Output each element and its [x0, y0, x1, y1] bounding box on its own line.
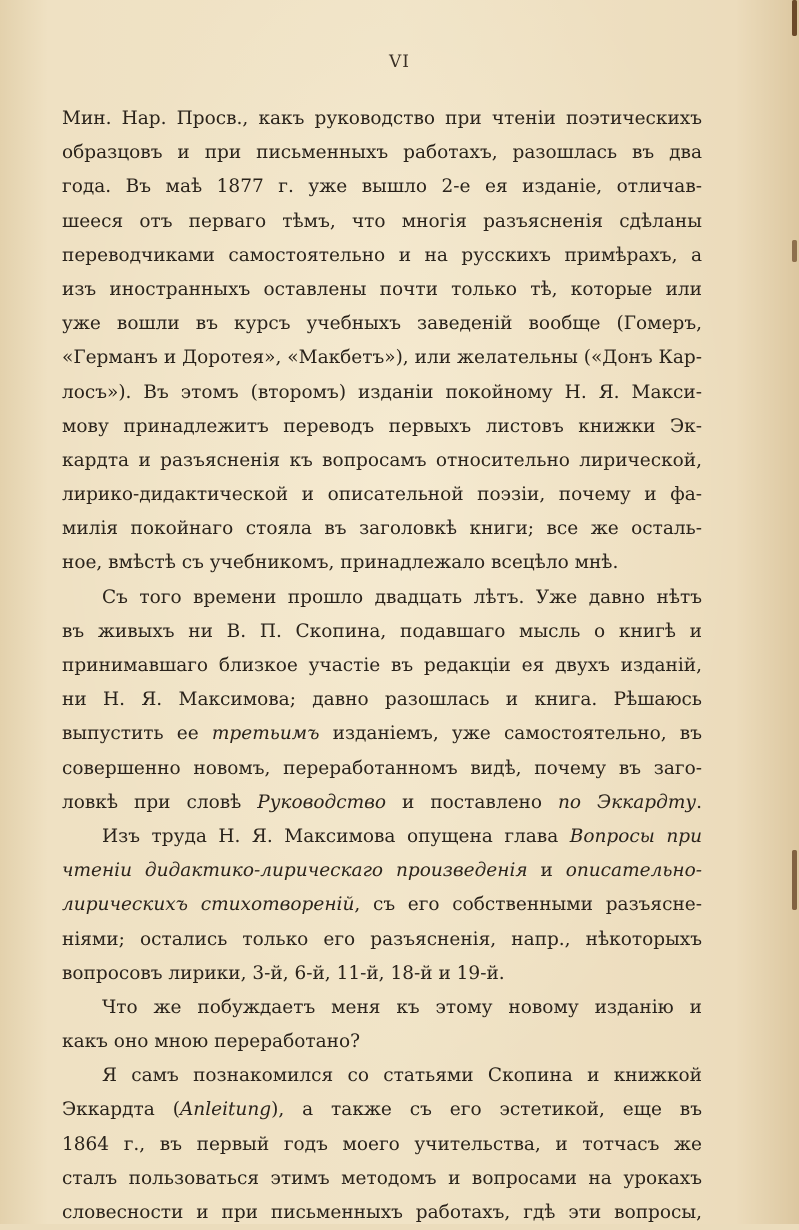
- body-text: [62, 102, 702, 1230]
- text-line: чтеніи дидактико-лирическаго произведенія и описательно-: [62, 860, 702, 882]
- emphasized-text: чтеніи дидактико-лирическаго произведенія: [62, 860, 528, 882]
- text-line: мову принадлежитъ переводъ первыхъ листовъ книжки Эк-: [62, 415, 702, 437]
- text-line: образцовъ и при письменныхъ работахъ, разошлась въ два: [62, 142, 702, 164]
- text-line: лосъ»). Въ этомъ (второмъ) изданіи покойному Н. Я. Макси-: [62, 381, 702, 403]
- text-line: ное, вмѣстѣ съ учебникомъ, принадлежало всецѣло мнѣ.: [62, 552, 619, 574]
- text-line: въ живыхъ ни В. П. Скопина, подавшаго мысль о книгѣ и: [62, 620, 702, 642]
- text-line: уже вошли въ курсъ учебныхъ заведеній вообще (Гомеръ,: [62, 313, 702, 335]
- text-line: Съ того времени прошло двадцать лѣтъ. Уже давно нѣтъ: [102, 586, 702, 608]
- emphasized-text: Вопросы при: [569, 825, 702, 847]
- text-line: года. Въ маѣ 1877 г. уже вышло 2-е ея изданіе, отличав-: [62, 176, 702, 198]
- page-number: VI: [389, 52, 410, 72]
- emphasized-text: Anleitung: [179, 1099, 272, 1121]
- emphasized-text: по Эккардту: [557, 791, 697, 813]
- text-line: Эккардта (Anleitung), а также съ его эстетикой, еще въ: [62, 1099, 702, 1121]
- text-line: совершенно новомъ, переработанномъ видѣ, почему въ заго-: [62, 757, 702, 779]
- page-edge-mark: [792, 240, 797, 262]
- text-line: ни Н. Я. Максимова; давно разошлась и книга. Рѣшаюсь: [62, 689, 702, 711]
- text-line: словесности и при письменныхъ работахъ, гдѣ эти вопросы,: [62, 1202, 702, 1223]
- text-line: Я самъ познакомился со статьями Скопина и книжкой: [102, 1065, 702, 1087]
- text-line: выпустить ее третьимъ изданіемъ, уже самостоятельно, въ: [62, 723, 702, 745]
- page-edge-mark: [792, 0, 797, 36]
- text-line: кардта и разъясненія къ вопросамъ относительно лирической,: [62, 449, 702, 471]
- text-line: лирико-дидактической и описательной поэзіи, почему и фа-: [62, 484, 702, 506]
- text-line: изъ иностранныхъ оставлены почти только тѣ, которые или: [62, 278, 702, 300]
- emphasized-text: Руководство: [257, 791, 387, 813]
- text-line: переводчиками самостоятельно и на русскихъ примѣрахъ, а: [62, 244, 702, 266]
- emphasized-text: лирическихъ стихотвореній: [62, 894, 355, 916]
- text-line: сталъ пользоваться этимъ методомъ и вопросами на урокахъ: [62, 1167, 702, 1189]
- text-line: Изъ труда Н. Я. Максимова опущена глава Вопросы при: [102, 825, 702, 847]
- text-line: ловкѣ при словѣ Руководство и поставлено по Эккардту.: [62, 791, 702, 813]
- text-line: лирическихъ стихотвореній, съ его собственными разъясне-: [62, 894, 702, 916]
- text-line: милія покойнаго стояла въ заголовкѣ книги; все же осталь-: [62, 518, 702, 540]
- text-line: Мин. Нар. Просв., какъ руководство при чтеніи поэтическихъ: [62, 108, 702, 129]
- emphasized-text: описательно-: [565, 860, 702, 882]
- text-line: 1864 г., въ первый годъ моего учительства, и тотчасъ же: [62, 1133, 702, 1155]
- emphasized-text: третьимъ: [211, 723, 320, 745]
- text-line: Что же побуждаетъ меня къ этому новому изданію и: [102, 996, 702, 1018]
- text-line: «Германъ и Доротея», «Макбетъ»), или желательны («Донъ Кар-: [62, 347, 702, 369]
- text-line: принимавшаго близкое участіе въ редакціи ея двухъ изданій,: [62, 655, 702, 676]
- page-edge-mark: [792, 850, 797, 910]
- text-line: ніями; остались только его разъясненія, напр., нѣкоторыхъ: [62, 928, 702, 950]
- text-line: вопросовъ лирики, 3-й, 6-й, 11-й, 18-й и 19-й.: [62, 962, 505, 984]
- text-line: шееся отъ перваго тѣмъ, что многія разъясненія сдѣланы: [62, 210, 702, 232]
- text-line: какъ оно мною переработано?: [62, 1031, 361, 1053]
